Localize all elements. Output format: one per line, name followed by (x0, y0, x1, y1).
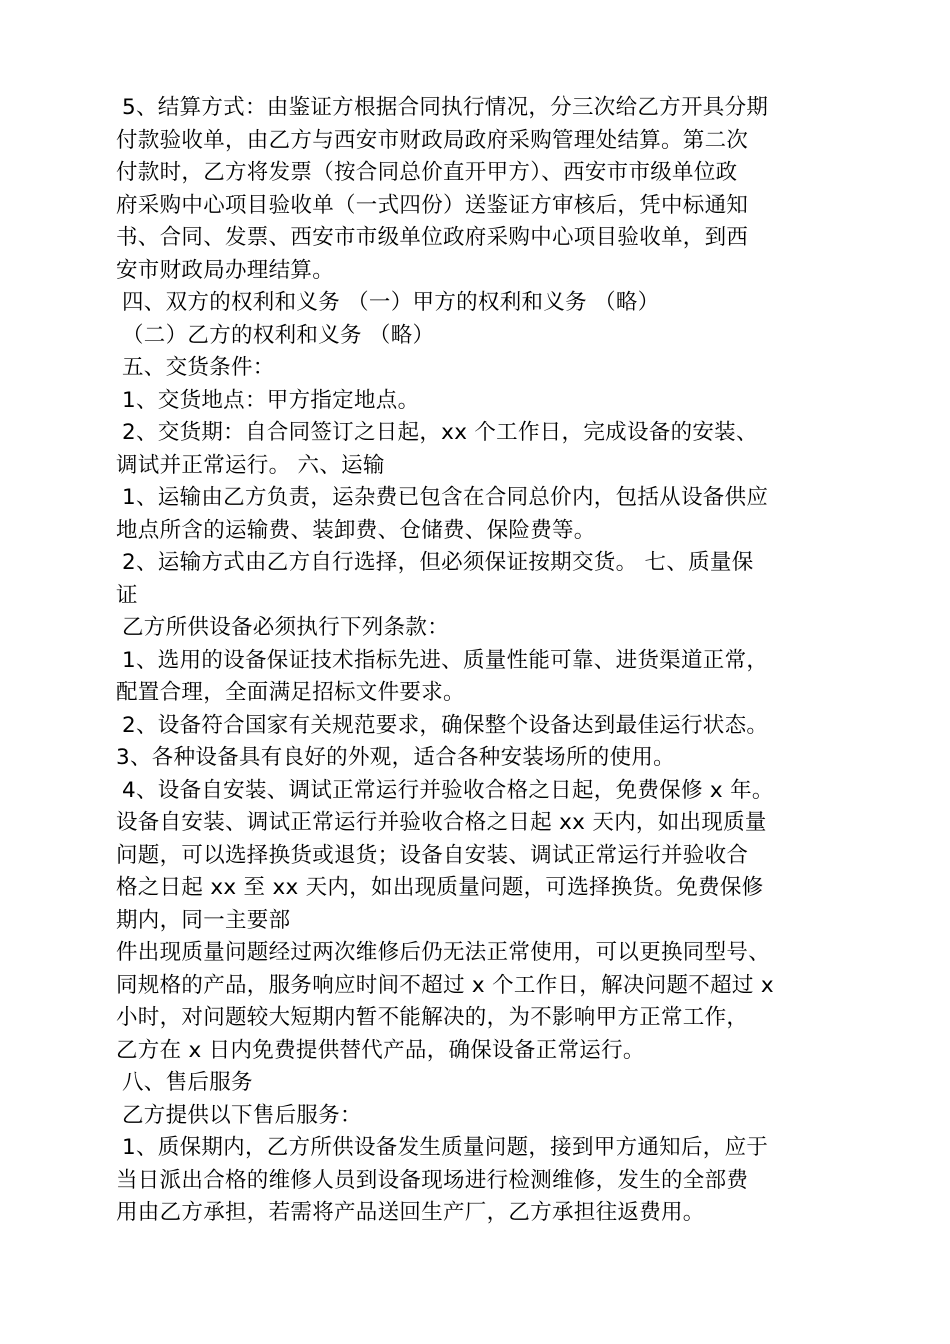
text-line: 乙方提供以下售后服务： (122, 1102, 362, 1128)
text-line: 付款时，乙方将发票（按合同总价直开甲方）、西安市市级单位政 (116, 160, 738, 185)
text-line: 用由乙方承担，若需将产品送回生产厂，乙方承担往返费用。 (116, 1200, 705, 1225)
text-line: 1、质保期内，乙方所供设备发生质量问题，接到甲方通知后，应于 (122, 1135, 769, 1160)
text-line: 设备自安装、调试正常运行并验收合格之日起 xx 天内，如出现质量 (116, 810, 767, 835)
text-line: 安市财政局办理结算。 (116, 257, 335, 283)
text-line: 2、设备符合国家有关规范要求，确保整个设备达到最佳运行状态。 (122, 712, 769, 738)
text-line: 格之日起 xx 至 xx 天内，如出现质量问题，可选择换货。免费保修 (116, 875, 764, 900)
text-line: 地点所含的运输费、装卸费、仓储费、保险费等。 (116, 517, 596, 543)
text-line: 4、设备自安装、调试正常运行并验收合格之日起，免费保修 x 年。 (122, 777, 774, 803)
section-heading: 八、售后服务 (122, 1070, 253, 1095)
text-line: 件出现质量问题经过两次维修后仍无法正常使用，可以更换同型号、 (116, 940, 771, 965)
text-line: 2、运输方式由乙方自行选择，但必须保证按期交货。 七、质量保 (122, 550, 754, 575)
text-line: 2、交货期：自合同签订之日起，xx 个工作日，完成设备的安装、 (122, 420, 758, 445)
text-line: 同规格的产品，服务响应时间不超过 x 个工作日，解决问题不超过 x (116, 972, 774, 998)
text-line: 调试并正常运行。 六、运输 (116, 452, 385, 478)
text-line: 配置合理，全面满足招标文件要求。 (116, 680, 465, 705)
text-line: 期内，同一主要部 (116, 907, 291, 933)
text-line: 乙方所供设备必须执行下列条款： (122, 615, 450, 640)
text-line: 府采购中心项目验收单（一式四份）送鉴证方审核后，凭中标通知 (116, 192, 749, 218)
section-heading: 五、交货条件： (122, 355, 275, 380)
text-line: 1、运输由乙方负责，运杂费已包含在合同总价内，包括从设备供应 (122, 485, 769, 510)
document-body (116, 92, 846, 1230)
text-line: 乙方在 x 日内免费提供替代产品，确保设备正常运行。 (116, 1037, 645, 1063)
text-line: 1、交货地点：甲方指定地点。 (122, 387, 420, 413)
text-line: 3、各种设备具有良好的外观，适合各种安装场所的使用。 (116, 745, 675, 770)
section-heading: （二）乙方的权利和义务 （略） (122, 322, 435, 348)
text-line: 小时，对问题较大短期内暂不能解决的，为不影响甲方正常工作， (116, 1005, 749, 1030)
text-line: 付款验收单，由乙方与西安市财政局政府采购管理处结算。第二次 (116, 127, 749, 153)
text-line: 证 (116, 582, 138, 608)
text-line: 1、选用的设备保证技术指标先进、质量性能可靠、进货渠道正常， (122, 647, 769, 673)
text-line: 当日派出合格的维修人员到设备现场进行检测维修，发生的全部费 (116, 1167, 749, 1193)
text-line: 5、结算方式：由鉴证方根据合同执行情况，分三次给乙方开具分期 (122, 95, 769, 120)
text-line: 问题，可以选择换货或退货；设备自安装、调试正常运行并验收合 (116, 842, 749, 868)
text-line: 书、合同、发票、西安市市级单位政府采购中心项目验收单，到西 (116, 225, 749, 250)
section-heading: 四、双方的权利和义务 （一）甲方的权利和义务 （略） (122, 290, 660, 315)
